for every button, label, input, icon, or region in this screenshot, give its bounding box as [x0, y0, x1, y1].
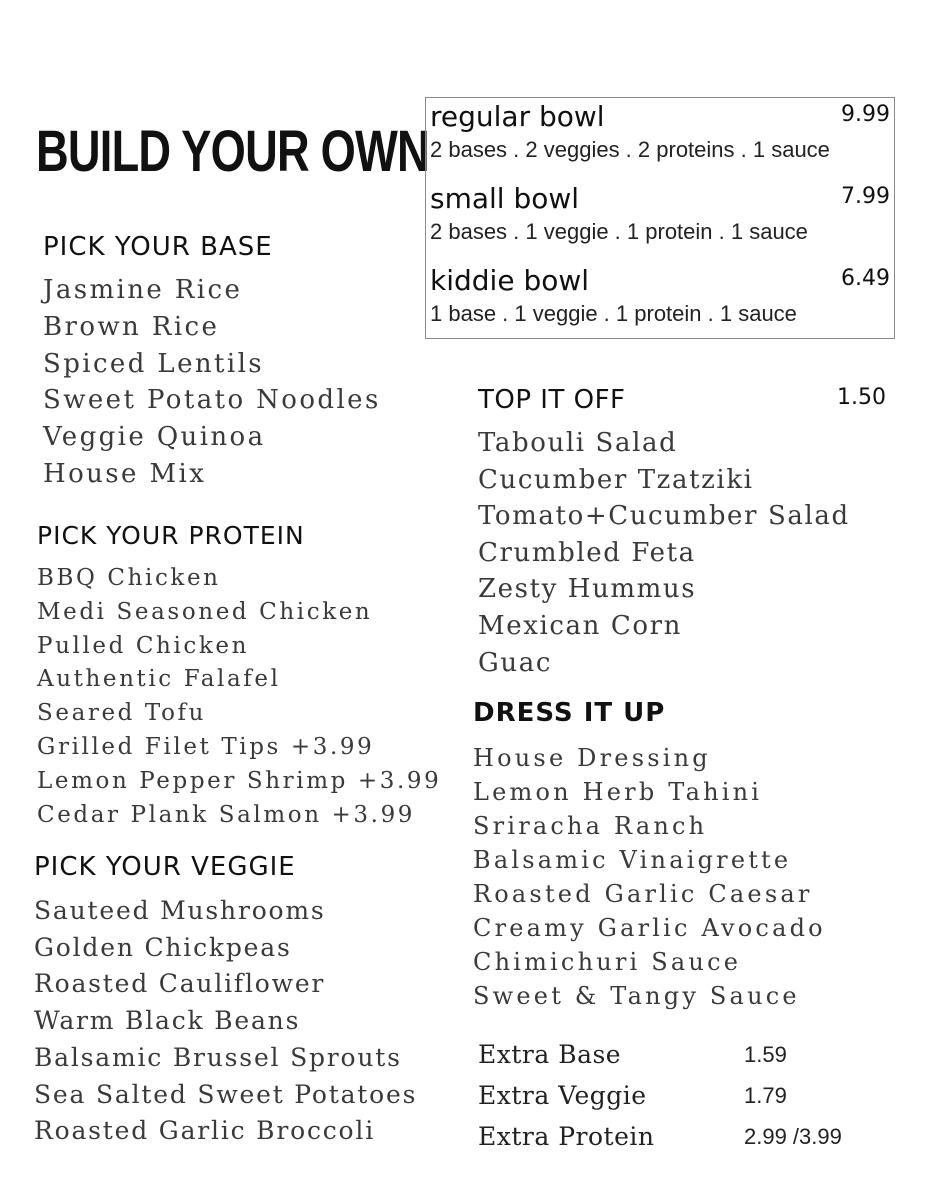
- veggie-item: Sauteed Mushrooms: [34, 896, 326, 925]
- size-description: 1 base . 1 veggie . 1 protein . 1 sauce: [430, 301, 797, 326]
- sauce-list: [473, 741, 826, 1013]
- topping-item: Mexican Corn: [478, 610, 682, 641]
- veggie-item: Golden Chickpeas: [34, 932, 292, 962]
- topping-list: [478, 425, 850, 681]
- topping-item: Guac: [478, 647, 552, 678]
- veggie-item: Warm Black Beans: [34, 1006, 301, 1036]
- base-item: House Mix: [43, 458, 207, 489]
- extra-price: 2.99 /3.99: [744, 1124, 842, 1149]
- protein-item: Grilled Filet Tips +3.99: [37, 733, 375, 760]
- size-option-regular: [430, 100, 890, 163]
- sauce-item: Sriracha Ranch: [473, 812, 708, 840]
- size-price: 9.99: [841, 102, 890, 127]
- base-item: Veggie Quinoa: [43, 422, 266, 453]
- size-name: small bowl: [430, 182, 580, 215]
- protein-list: [37, 562, 441, 832]
- sauce-item: Creamy Garlic Avocado: [473, 914, 826, 942]
- size-option-kiddie: [430, 264, 890, 327]
- page-title: BUILD YOUR OWN: [36, 119, 429, 184]
- extra-row: [478, 1122, 878, 1162]
- bowl-size-box: [425, 97, 895, 339]
- veggie-item: Balsamic Brussel Sprouts: [34, 1042, 402, 1072]
- topping-heading: TOP IT OFF: [478, 385, 626, 415]
- topping-item: Zesty Hummus: [478, 574, 697, 605]
- veggie-item: Roasted Cauliflower: [34, 969, 326, 999]
- sauce-item: House Dressing: [473, 744, 711, 772]
- protein-item: Seared Tofu: [37, 700, 207, 727]
- extra-row: [478, 1081, 878, 1121]
- veggie-item: Roasted Garlic Broccoli: [34, 1116, 375, 1146]
- sauce-item: Chimichuri Sauce: [473, 948, 742, 976]
- extra-name: Extra Base: [478, 1040, 622, 1069]
- protein-item: Pulled Chicken: [37, 632, 250, 659]
- size-option-small: [430, 182, 890, 245]
- base-item: Sweet Potato Noodles: [43, 385, 381, 416]
- protein-item: Authentic Falafel: [37, 666, 281, 693]
- veggie-list: [34, 893, 417, 1150]
- size-name: kiddie bowl: [430, 264, 590, 297]
- topping-item: Tabouli Salad: [478, 428, 678, 458]
- veggie-heading: PICK YOUR VEGGIE: [34, 852, 296, 882]
- topping-item: Tomato+Cucumber Salad: [478, 501, 850, 532]
- extra-price: 1.59: [744, 1042, 787, 1067]
- size-description: 2 bases . 2 veggies . 2 proteins . 1 sauce: [430, 137, 830, 162]
- protein-item: Medi Seasoned Chicken: [37, 598, 373, 625]
- extra-price: 1.79: [744, 1083, 787, 1108]
- size-description: 2 bases . 1 veggie . 1 protein . 1 sauce: [430, 219, 808, 244]
- size-name: regular bowl: [430, 100, 605, 133]
- size-price: 7.99: [841, 184, 890, 209]
- protein-item: Lemon Pepper Shrimp +3.99: [37, 767, 442, 794]
- size-price: 6.49: [841, 266, 890, 291]
- topping-item: Cucumber Tzatziki: [478, 464, 754, 495]
- sauce-heading: DRESS IT UP: [473, 698, 666, 728]
- sauce-item: Balsamic Vinaigrette: [473, 846, 792, 874]
- sauce-item: Roasted Garlic Caesar: [473, 880, 813, 908]
- base-list: [43, 272, 381, 493]
- protein-heading: PICK YOUR PROTEIN: [37, 521, 305, 550]
- sauce-item: Lemon Herb Tahini: [473, 778, 763, 806]
- topping-item: Crumbled Feta: [478, 537, 696, 568]
- veggie-item: Sea Salted Sweet Potatoes: [34, 1079, 418, 1109]
- base-item: Spiced Lentils: [43, 348, 265, 379]
- sauce-item: Sweet & Tangy Sauce: [473, 982, 800, 1010]
- base-heading: PICK YOUR BASE: [43, 232, 273, 262]
- extra-name: Extra Veggie: [478, 1081, 647, 1110]
- protein-item: Cedar Plank Salmon +3.99: [37, 801, 416, 828]
- base-item: Jasmine Rice: [43, 275, 243, 305]
- protein-item: BBQ Chicken: [37, 565, 221, 591]
- topping-price: 1.50: [837, 385, 886, 410]
- extra-row: [478, 1040, 878, 1080]
- base-item: Brown Rice: [43, 311, 220, 342]
- extra-name: Extra Protein: [478, 1122, 655, 1151]
